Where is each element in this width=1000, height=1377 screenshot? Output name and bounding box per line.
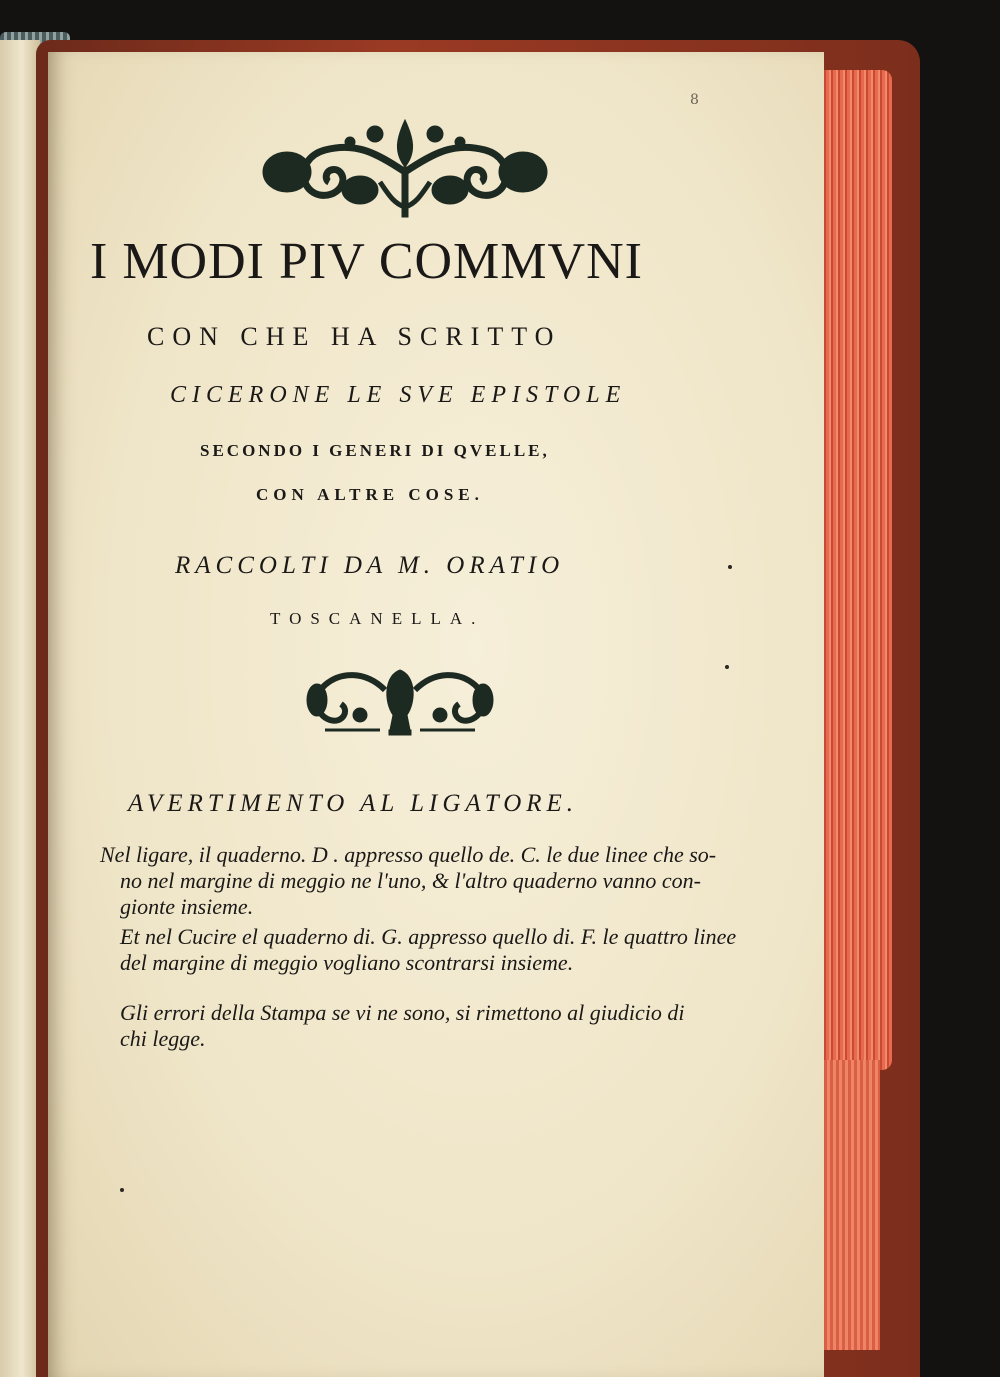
paragraph-line: chi legge. xyxy=(120,1026,206,1051)
author-line: RACCOLTI DA M. ORATIO xyxy=(175,552,565,579)
subtitle-line-1: CON CHE HA SCRITTO xyxy=(147,322,562,351)
ink-speck xyxy=(728,565,732,569)
paragraph-line: Nel ligare, il quaderno. D . appresso quello de. C. le due linee che so- xyxy=(100,842,717,867)
section-heading: AVERTIMENTO AL LIGATORE. xyxy=(128,790,579,817)
paragraph-line: gionte insieme. xyxy=(120,894,254,919)
page-number: 8 xyxy=(690,92,699,108)
author-name: TOSCANELLA. xyxy=(270,609,485,628)
subtitle-line-3: SECONDO I GENERI DI QVELLE, xyxy=(200,441,550,460)
paragraph-errata-note xyxy=(100,1000,720,1052)
paragraph-line: Et nel Cucire el quaderno di. G. appresso quello di. F. le quattro linee xyxy=(120,924,737,949)
ink-speck xyxy=(120,1188,124,1192)
page-title: I MODI PIV COMMVNI xyxy=(90,233,643,290)
paragraph-line: Gli errori della Stampa se vi ne sono, si rimettono al giudicio di xyxy=(120,1000,685,1025)
paragraph-line: del margine di meggio vogliano scontrarsi insieme. xyxy=(120,950,574,975)
paragraph-line: no nel margine di meggio ne l'uno, & l'altro quaderno vanno con- xyxy=(120,868,701,893)
floral-headpiece-ornament-icon xyxy=(255,112,555,222)
ink-speck xyxy=(725,665,729,669)
subtitle-line-2: CICERONE LE SVE EPISTOLE xyxy=(170,382,627,408)
paragraph-binding-note-2 xyxy=(100,924,737,976)
urn-and-foliage-ornament-icon xyxy=(305,660,495,740)
paragraph-binding-note-1 xyxy=(100,842,720,920)
subtitle-line-4: CON ALTRE COSE. xyxy=(256,485,484,504)
page-edges xyxy=(812,70,892,1070)
left-page-edge xyxy=(0,40,40,1377)
